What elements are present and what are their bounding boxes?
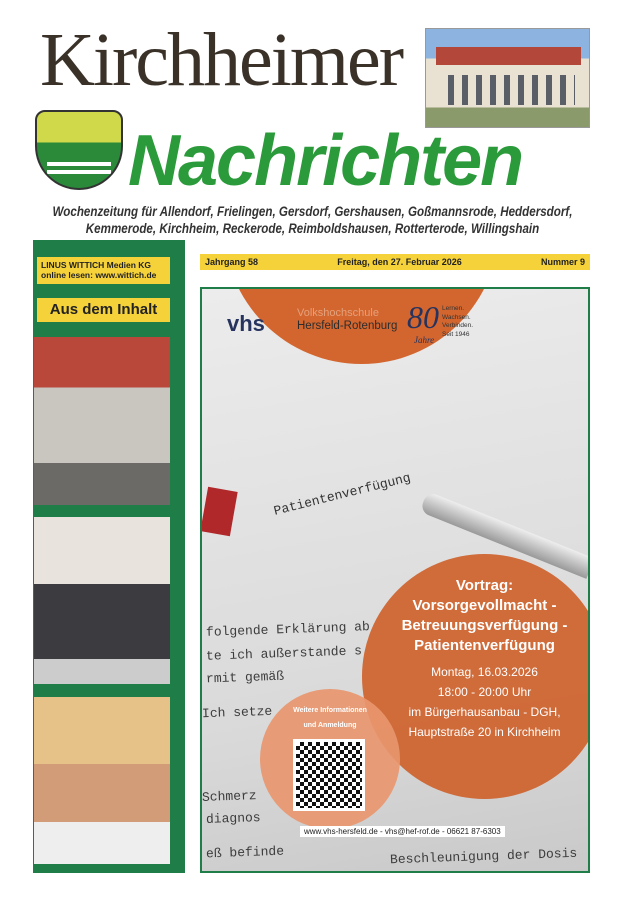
org-line2: Hersfeld-Rotenburg [297,320,398,332]
contents-heading: Aus dem Inhalt [37,298,170,322]
event-address: Hauptstraße 20 in Kirchheim [408,725,561,739]
paper-clip [200,487,237,537]
org-line1: Volkshochschule [297,307,379,319]
children-photo [34,697,170,864]
anniversary-word: Jahre [414,335,435,345]
town-hall-photo [425,28,590,128]
masthead-title-line1: Kirchheimer [40,18,403,102]
issue-bar [200,254,590,270]
bg-text: rmit gemäß [205,668,285,687]
bg-text: te ich außerstande s [205,643,363,664]
volume: Jahrgang 58 [205,257,259,267]
qr-caption: und Anmeldung [303,722,357,729]
publisher-box [37,257,170,284]
publisher-name: LINUS WITTICH Medien KG [41,260,152,270]
contact-info: www.vhs-hersfeld.de - vhs@hef-rof.de - 06621 87-6303 [300,826,505,837]
coat-of-arms-logo [35,110,123,190]
bg-text: diagnos [205,810,261,827]
anniversary: 80 [407,299,439,335]
event-time: 18:00 - 20:00 Uhr [437,685,532,699]
vhs-ad [200,287,590,873]
masthead-title-line2: Nachrichten [128,121,523,201]
headline-line: Vorsorgevollmacht - [412,597,557,614]
slogan-line: Verbinden. [442,322,474,329]
headline-line: Vortrag: [455,577,514,594]
slogan-line: Lernen. [442,305,465,312]
document-title: Patientenverfügung [272,470,413,519]
online-link[interactable]: online lesen: www.wittich.de [41,270,157,280]
slogan-line: Seit 1946 [442,330,470,338]
issue-date: Freitag, den 27. Februar 2026 [337,257,462,267]
group-photo-sww [34,337,170,505]
event-date: Montag, 16.03.2026 [431,665,538,679]
bg-text: Schmerz [201,788,257,805]
qr-code[interactable] [293,739,365,811]
bg-text: Ich setze [201,703,273,722]
bg-text: folgende Erklärung ab [205,619,371,640]
qr-caption: Weitere Informationen [293,707,367,714]
headline-line: Patientenverfügung [414,637,555,654]
bg-text: eß befinde [205,843,285,862]
subtitle-line2: Kemmerode, Kirchheim, Reckerode, Reimboldshausen, Rotterterode, Willingshain [85,221,540,236]
event-venue: im Bürgerhausanbau - DGH, [408,705,561,719]
subtitle-line1: Wochenzeitung für Allendorf, Frielingen, Gersdorf, Gershausen, Goßmannsrode, Heddersdorf, [52,204,573,219]
group-photo-balls [34,517,170,684]
bg-text: Beschleunigung der Dosis [389,845,578,868]
slogan-line: Wachsen. [442,313,471,321]
headline-line: Betreuungsverfügung - [401,617,568,634]
slogan [442,305,473,339]
issue-number: Nummer 9 [540,257,585,267]
masthead-subtitle [10,203,615,237]
vhs-logo: vhs [227,311,265,336]
